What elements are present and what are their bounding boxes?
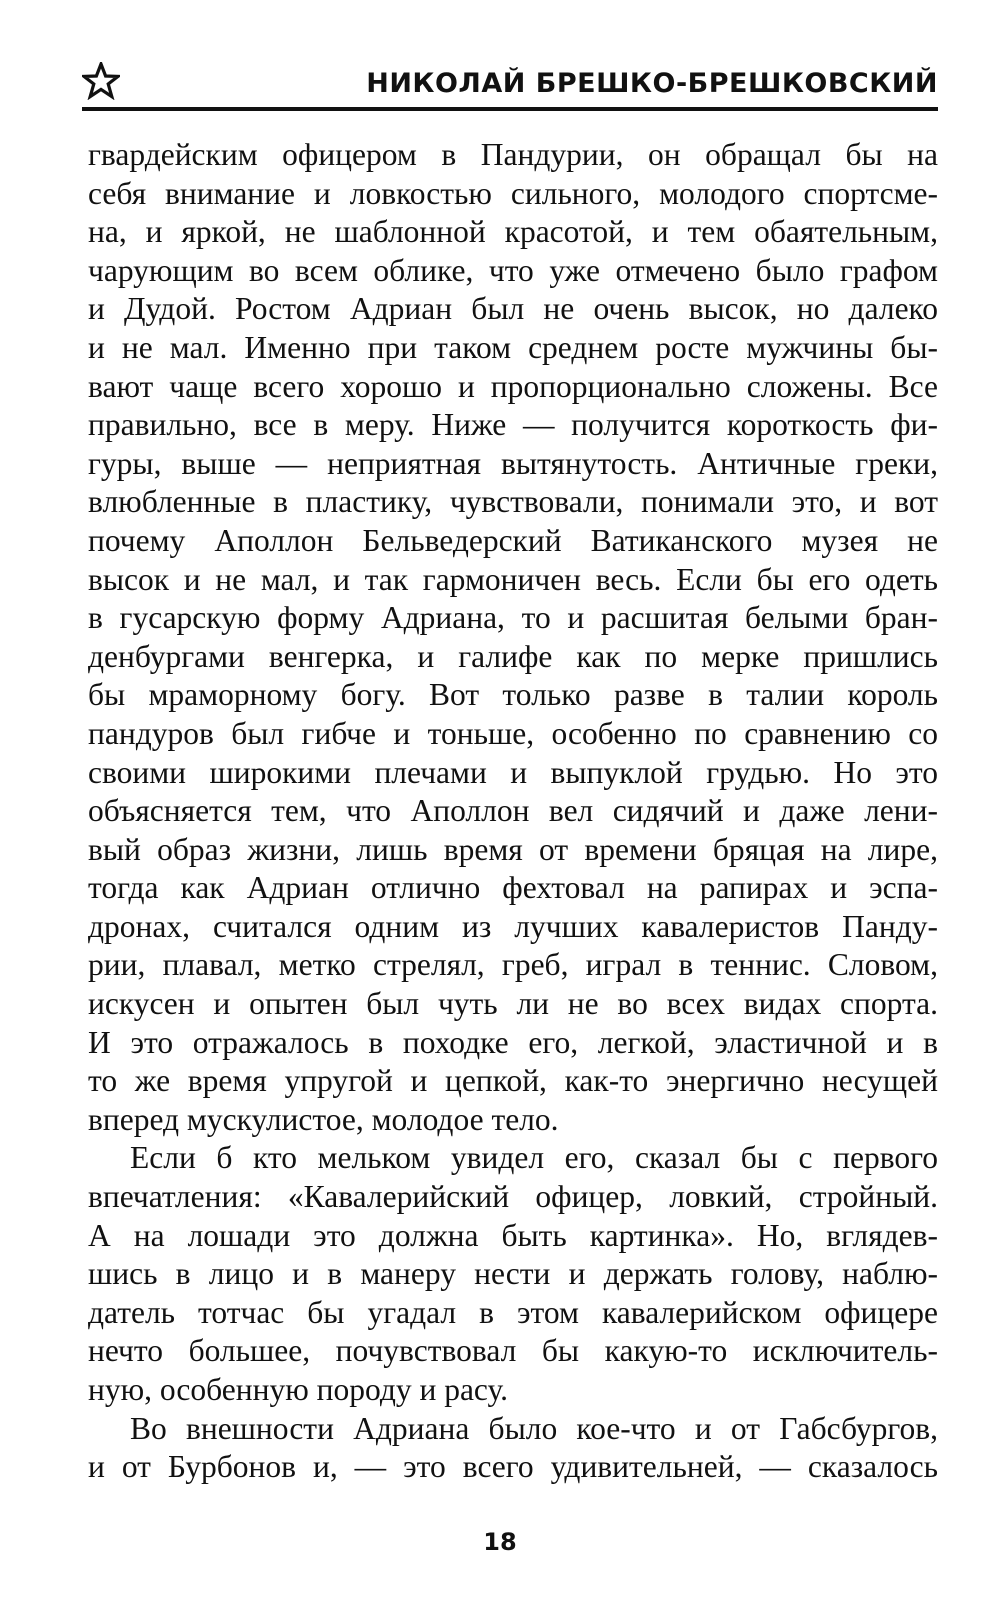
text-line: и от Бурбонов и, — это всего удивительней, — сказалось	[88, 1449, 938, 1485]
header-rule	[82, 107, 938, 111]
author-name: НИКОЛАЙ БРЕШКО-БРЕШКОВСКИЙ	[366, 68, 938, 99]
text-line: А на лошади это должна быть картинка». Но, вглядев-	[88, 1217, 938, 1253]
running-head	[82, 60, 938, 110]
text-line: почему Аполлон Бельведерский Ватиканского музея не	[88, 522, 938, 558]
text-line: вперед мускулистое, молодое тело.	[88, 1101, 559, 1137]
text-line: денбургами венгерка, и галифе как по мерке пришлись	[88, 638, 938, 674]
text-line: рии, плавал, метко стрелял, греб, играл в теннис. Словом,	[88, 947, 938, 983]
text-line: тогда как Адриан отлично фехтовал на рапирах и эспа-	[88, 870, 938, 906]
text-line: и не мал. Именно при таком среднем росте мужчины бы-	[88, 329, 938, 365]
text-line: датель тотчас бы угадал в этом кавалерийском офицере	[88, 1294, 938, 1330]
text-line: правильно, все в меру. Ниже — получится короткость фи-	[88, 407, 938, 443]
text-line: нечто большее, почувствовал бы какую-то исключитель-	[88, 1333, 938, 1369]
text-line: пандуров был гибче и тоньше, особенно по сравнению со	[88, 715, 938, 751]
paragraph-first-line: Если б кто мельком увидел его, сказал бы с первого	[130, 1140, 938, 1176]
text-line: шись в лицо и в манеру нести и держать голову, наблю-	[88, 1256, 938, 1292]
text-line: и Дудой. Ростом Адриан был не очень высок, но далеко	[88, 291, 938, 327]
text-line: гвардейским офицером в Пандурии, он обращал бы на	[88, 137, 938, 172]
text-line: на, и яркой, не шаблонной красотой, и тем обаятельным,	[88, 214, 938, 250]
body-text	[88, 136, 938, 1487]
text-line: бы мраморному богу. Вот только разве в талии король	[88, 677, 938, 713]
paragraph-first-line: Во внешности Адриана было кое-что и от Габсбургов,	[130, 1410, 938, 1446]
text-line: дронах, считался одним из лучших кавалеристов Панду-	[88, 908, 938, 944]
text-line: ную, особенную породу и расу.	[88, 1372, 508, 1407]
text-line: искусен и опытен был чуть ли не во всех видах спорта.	[88, 986, 938, 1022]
text-line: чарующим во всем облике, что уже отмечено было графом	[88, 252, 938, 288]
text-line: вают чаще всего хорошо и пропорционально сложены. Все	[88, 368, 938, 404]
star-outline-icon	[82, 62, 120, 100]
text-line: своими широкими плечами и выпуклой грудью. Но это	[88, 754, 938, 790]
page-number: 18	[483, 1528, 517, 1556]
text-line: в гусарскую форму Адриана, то и расшитая белыми бран-	[88, 600, 938, 636]
text-line: впечатления: «Кавалерийский офицер, ловкий, стройный.	[88, 1179, 938, 1215]
text-line: И это отражалось в походке его, легкой, эластичной и в	[88, 1024, 938, 1060]
text-line: то же время упругой и цепкой, как-то энергично несущей	[88, 1063, 938, 1099]
text-line: гуры, выше — неприятная вытянутость. Античные греки,	[88, 445, 938, 481]
text-line: влюбленные в пластику, чувствовали, понимали это, и вот	[88, 484, 938, 520]
text-line: высок и не мал, и так гармоничен весь. Если бы его одеть	[88, 561, 938, 597]
text-line: себя внимание и ловкостью сильного, молодого спортсме-	[88, 175, 938, 211]
text-line: вый образ жизни, лишь время от времени бряцая на лире,	[88, 831, 938, 867]
text-line: объясняется тем, что Аполлон вел сидячий и даже лени-	[88, 793, 938, 829]
